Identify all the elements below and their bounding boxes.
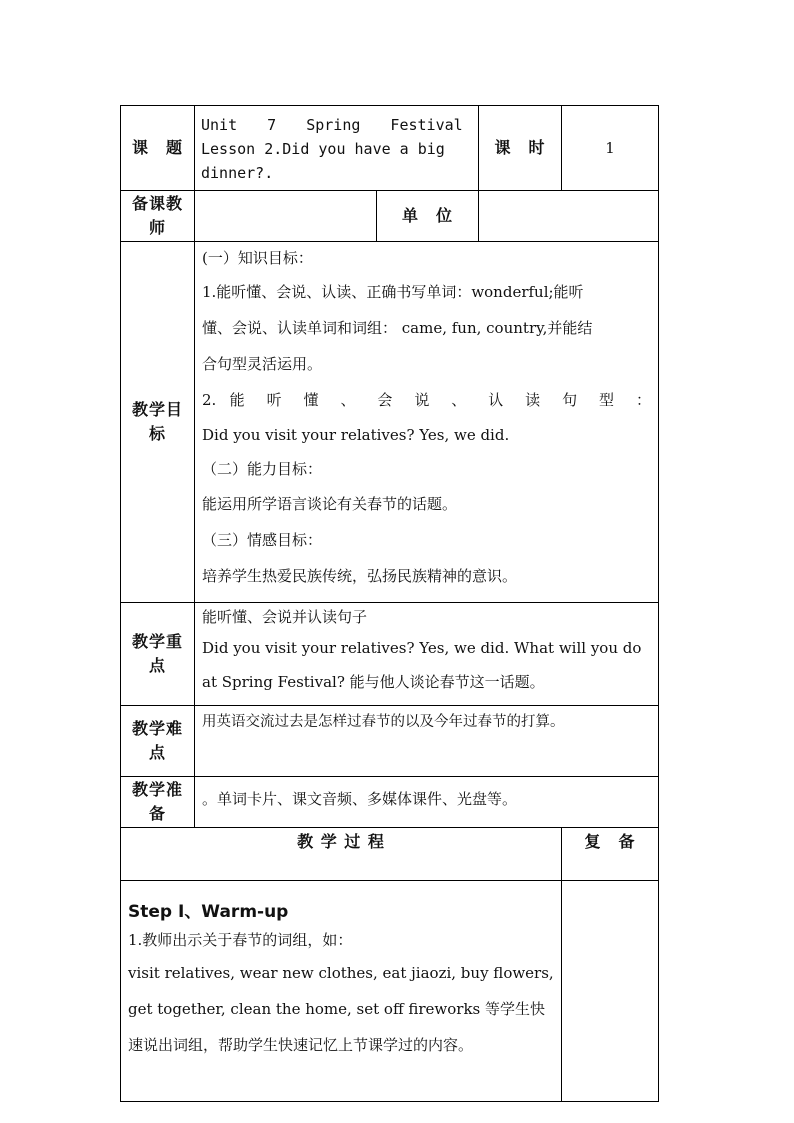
difficulties-label-cell	[120, 705, 195, 777]
keypoints-content-cell	[194, 602, 659, 706]
period-label: 课 时	[494, 138, 546, 157]
objectives-line-7: （二）能力目标：	[202, 460, 323, 478]
difficulties-content-cell	[194, 705, 659, 777]
preparation-label-cell	[120, 776, 195, 828]
unit-label-cell	[376, 190, 479, 242]
objectives-label-cell	[120, 241, 195, 603]
process-label: 教 学 过 程	[297, 832, 385, 851]
period-value: 1	[605, 139, 615, 157]
process-label-cell	[120, 827, 562, 881]
review-label-cell	[561, 827, 659, 881]
process-line-2: visit relatives, wear new clothes, eat jiaozi, buy flowers,	[128, 964, 554, 982]
objectives-content-cell	[194, 241, 659, 603]
step-title: Step I、Warm-up	[128, 902, 289, 922]
preparation-text: 。单词卡片、课文音频、多媒体课件、光盘等。	[202, 790, 518, 808]
keypoints-line-1: 能听懂、会说并认读句子	[202, 608, 368, 626]
topic-value-cell	[194, 105, 479, 191]
keypoints-label: 教学重点	[131, 632, 183, 675]
process-line-1: 1.教师出示关于春节的词组，如：	[128, 931, 353, 949]
objectives-line-5: 2. 能 听 懂 、 会 说 、 认 读 句 型 ：	[202, 391, 651, 409]
process-line-4: 速说出词组，帮助学生快速记忆上节课学过的内容。	[128, 1036, 474, 1054]
period-label-cell	[478, 105, 562, 191]
review-content-cell	[561, 880, 659, 1102]
objectives-line-6: Did you visit your relatives? Yes, we did.	[202, 426, 510, 444]
teacher-label: 备课教师	[131, 194, 183, 237]
keypoints-line-3: at Spring Festival? 能与他人谈论春节这一话题。	[202, 673, 545, 691]
topic-label-cell	[120, 105, 195, 191]
difficulties-label: 教学难点	[131, 719, 183, 762]
objectives-line-8: 能运用所学语言谈论有关春节的话题。	[202, 495, 458, 513]
process-content-cell	[120, 880, 562, 1102]
objectives-line-3: 懂、会说、认读单词和词组： came, fun, country,并能结	[202, 319, 593, 337]
objectives-label: 教学目标	[131, 400, 183, 443]
topic-line-1: Unit 7 Spring Festival	[201, 116, 463, 134]
topic-line-2: Lesson 2.Did you have a big	[201, 140, 445, 158]
preparation-content-cell	[194, 776, 659, 828]
preparation-label: 教学准备	[131, 780, 183, 823]
unit-label: 单 位	[401, 206, 453, 225]
unit-value-cell	[478, 190, 659, 242]
difficulties-text: 用英语交流过去是怎样过春节的以及今年过春节的打算。	[202, 714, 565, 730]
period-value-cell	[561, 105, 659, 191]
teacher-label-cell	[120, 190, 195, 242]
topic-line-3: dinner?.	[201, 164, 274, 182]
objectives-line-1: (一）知识目标：	[202, 249, 313, 267]
objectives-line-10: 培养学生热爱民族传统，弘扬民族精神的意识。	[202, 567, 518, 585]
objectives-line-4: 合句型灵活运用。	[202, 355, 323, 373]
keypoints-label-cell	[120, 602, 195, 706]
objectives-line-9: （三）情感目标：	[202, 531, 323, 549]
keypoints-line-2: Did you visit your relatives? Yes, we did. What will you do	[202, 639, 642, 657]
review-label: 复 备	[584, 832, 636, 851]
topic-label: 课 题	[131, 138, 183, 157]
process-line-3: get together, clean the home, set off fireworks 等学生快	[128, 1000, 546, 1018]
teacher-value-cell	[194, 190, 377, 242]
objectives-line-2: 1.能听懂、会说、认读、正确书写单词：wonderful;能听	[202, 283, 584, 301]
